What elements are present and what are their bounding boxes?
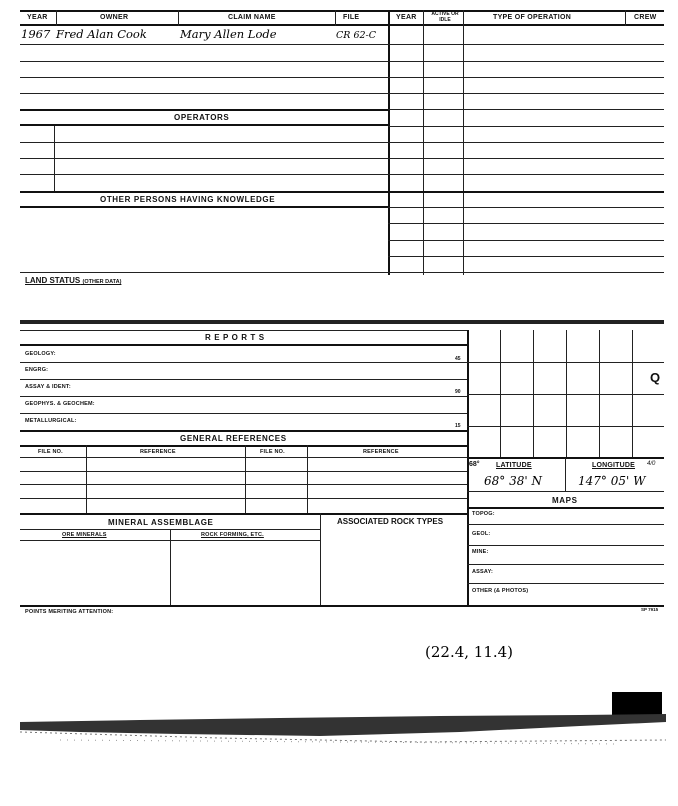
- associated-rock-types-title: ASSOCIATED ROCK TYPES: [336, 517, 444, 526]
- row-line: [388, 223, 664, 224]
- operators-bottom: [20, 124, 390, 126]
- entry-file: CR 62-C: [336, 30, 377, 41]
- row-line: [388, 207, 664, 208]
- latitude-label: LATITUDE: [496, 462, 532, 469]
- row-line: [20, 513, 468, 515]
- col-divider: [86, 445, 87, 513]
- report-number: 15: [455, 423, 461, 429]
- row-line: [388, 256, 664, 257]
- row-line: [388, 126, 664, 127]
- longitude-label: LONGITUDE: [592, 462, 636, 469]
- col-divider: [320, 513, 321, 605]
- mineral-assemblage-title: MINERAL ASSEMBLAGE: [108, 518, 214, 527]
- row-line: [467, 507, 664, 509]
- col-divider: [565, 458, 566, 491]
- row-line: [467, 491, 664, 492]
- scan-artifact-band: [20, 710, 668, 750]
- row-line: [20, 77, 664, 78]
- row-line: [467, 524, 664, 525]
- row-line: [20, 61, 664, 62]
- report-label: METALLURGICAL:: [25, 418, 77, 424]
- other-persons-top: [20, 191, 664, 193]
- row-line: [467, 583, 664, 584]
- claim-name-header: CLAIM NAME: [228, 14, 276, 21]
- row-line: [467, 545, 664, 546]
- circle-mark-icon: Q: [650, 370, 661, 385]
- latitude-value: 68° 38' N: [484, 474, 542, 488]
- land-status-sub: (OTHER DATA): [82, 279, 122, 285]
- col-divider: [54, 126, 55, 192]
- general-references-title: GENERAL REFERENCES: [180, 434, 287, 443]
- handwritten-note: (22.4, 11.4): [425, 643, 514, 661]
- col-divider: [170, 529, 171, 605]
- top-border: [20, 10, 664, 12]
- report-number: 90: [455, 389, 461, 395]
- row-line: [20, 330, 468, 331]
- maps-row: ASSAY:: [472, 569, 494, 575]
- report-label: ENGRG:: [25, 367, 49, 373]
- grid-line: [467, 394, 664, 395]
- row-line: [20, 174, 664, 175]
- row-line: [20, 44, 664, 45]
- form-number: SP 7915: [641, 607, 659, 612]
- ref-reference-header-2: REFERENCE: [363, 449, 399, 455]
- row-line: [20, 362, 468, 363]
- row-line: [20, 272, 664, 273]
- maps-row: GEOL:: [472, 531, 491, 537]
- reports-title: R E P O R T S: [205, 333, 265, 342]
- row-line: [20, 413, 468, 414]
- longitude-suffix: 4/0: [647, 461, 656, 467]
- rock-forming-header: ROCK FORMING, ETC.: [201, 532, 264, 538]
- row-line: [20, 93, 664, 94]
- longitude-value: 147° 05' W: [578, 474, 646, 488]
- other-persons-title: OTHER PERSONS HAVING KNOWLEDGE: [100, 195, 276, 204]
- maps-row: OTHER (& PHOTOS): [472, 588, 529, 594]
- row-line: [20, 445, 468, 447]
- land-status-label: [25, 276, 121, 285]
- entry-claim-name: Mary Allen Lode: [180, 27, 277, 41]
- col-divider: [307, 445, 308, 513]
- col-divider: [178, 10, 179, 26]
- row-line: [388, 240, 664, 241]
- row-line: [388, 109, 664, 110]
- row-line: [467, 564, 664, 565]
- ore-minerals-header: ORE MINERALS: [62, 532, 107, 538]
- operators-title: OPERATORS: [174, 113, 230, 122]
- operators-top: [20, 109, 390, 111]
- maps-row: TOPOG:: [472, 511, 495, 517]
- row-line: [20, 430, 468, 432]
- ref-file-no-header-2: FILE NO.: [260, 449, 285, 455]
- grid-line: [467, 426, 664, 427]
- row-line: [20, 396, 468, 397]
- other-persons-bottom: [20, 206, 390, 208]
- row-line: [20, 471, 468, 472]
- report-label: GEOPHYS. & GEOCHEM:: [25, 401, 95, 407]
- row-line: [20, 158, 664, 159]
- land-status-text: LAND STATUS: [25, 276, 81, 285]
- maps-title: MAPS: [552, 496, 578, 505]
- reports-bottom: [20, 605, 664, 607]
- report-label: GEOLOGY:: [25, 351, 56, 357]
- maps-row: MINE:: [472, 549, 489, 555]
- entry-year: 1967: [21, 27, 51, 41]
- year2-header: YEAR: [396, 14, 417, 21]
- latitude-prefix: 68°: [469, 461, 480, 468]
- year-header: YEAR: [27, 14, 48, 21]
- row-line: [20, 498, 468, 499]
- report-label: ASSAY & IDENT:: [25, 384, 71, 390]
- col-divider: [335, 10, 336, 26]
- row-line: [20, 344, 468, 346]
- reports-top-bar: [20, 320, 664, 324]
- col-divider: [625, 10, 626, 26]
- ref-reference-header: REFERENCE: [140, 449, 176, 455]
- row-line: [20, 457, 468, 458]
- ref-file-no-header: FILE NO.: [38, 449, 63, 455]
- points-meriting-attention: POINTS MERITING ATTENTION:: [25, 609, 114, 615]
- header-divider: [20, 24, 664, 26]
- crew-header: CREW: [634, 14, 657, 21]
- file-header: FILE: [343, 14, 360, 21]
- entry-owner: Fred Alan Cook: [56, 27, 147, 41]
- row-line: [20, 142, 664, 143]
- active-idle-header: ACTIVE OR IDLE: [431, 11, 459, 23]
- report-number: 45: [455, 356, 461, 362]
- row-line: [20, 379, 468, 380]
- row-line: [20, 484, 468, 485]
- col-divider: [56, 10, 57, 26]
- owner-header: OWNER: [100, 14, 129, 21]
- col-divider: [245, 445, 246, 513]
- type-of-operation-header: TYPE OF OPERATION: [493, 14, 572, 21]
- grid-line: [467, 362, 664, 363]
